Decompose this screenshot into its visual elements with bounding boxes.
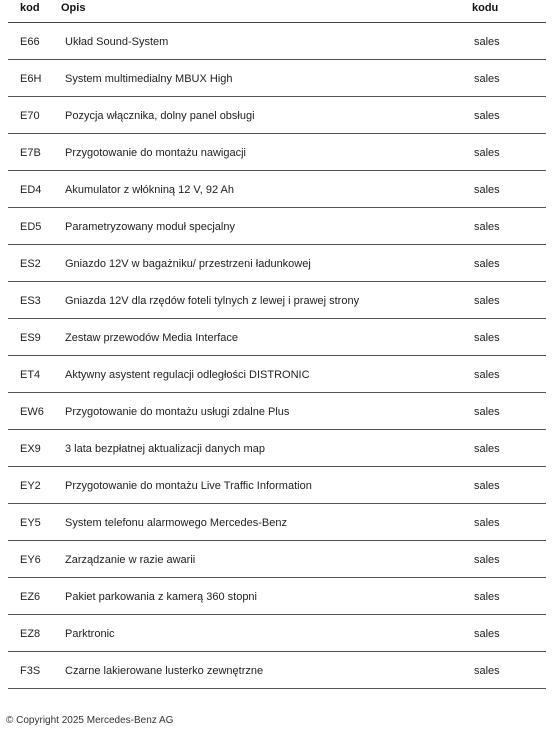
option-description: Układ Sound-System (65, 36, 169, 48)
option-price: sales (474, 665, 500, 677)
table-row (8, 615, 546, 652)
option-price: sales (474, 147, 500, 159)
option-code: ES9 (20, 332, 41, 344)
option-code: EY6 (20, 554, 41, 566)
option-code: EW6 (20, 406, 44, 418)
option-description: System multimedialny MBUX High (65, 73, 233, 85)
table-body (8, 23, 546, 689)
table-row (8, 356, 546, 393)
option-price: sales (474, 554, 500, 566)
option-code: EX9 (20, 443, 41, 455)
option-description: Przygotowanie do montażu Live Traffic Information (65, 480, 312, 492)
option-description: System telefonu alarmowego Mercedes-Benz (65, 517, 287, 529)
column-header-description: Opis (61, 2, 86, 14)
option-price: sales (474, 628, 500, 640)
option-price: sales (474, 295, 500, 307)
option-code: E6H (20, 73, 42, 85)
option-description: Zestaw przewodów Media Interface (65, 332, 239, 344)
option-code: F3S (20, 665, 41, 677)
option-description: Parktronic (65, 628, 115, 640)
table-row (8, 430, 546, 467)
table-header (8, 0, 546, 23)
option-description: Pakiet parkowania z kamerą 360 stopni (65, 591, 257, 603)
table-row (8, 541, 546, 578)
copyright-footer: © Copyright 2025 Mercedes-Benz AG (6, 715, 174, 726)
option-code: EZ6 (20, 591, 41, 603)
table-row (8, 171, 546, 208)
table-row (8, 282, 546, 319)
table-row (8, 245, 546, 282)
option-code: EZ8 (20, 628, 41, 640)
option-price: sales (474, 406, 500, 418)
option-description: Przygotowanie do montażu usługi zdalne Plus (65, 406, 290, 418)
option-description: Gniazda 12V dla rzędów foteli tylnych z lewej i prawej strony (65, 295, 360, 307)
option-code: ES2 (20, 258, 41, 270)
equipment-table (8, 0, 546, 689)
table-row (8, 652, 546, 689)
option-price: sales (474, 258, 500, 270)
table-row (8, 319, 546, 356)
option-description: Aktywny asystent regulacji odległości DISTRONIC (65, 369, 310, 381)
option-code: ES3 (20, 295, 41, 307)
option-price: sales (474, 369, 500, 381)
table-row (8, 393, 546, 430)
option-price: sales (474, 591, 500, 603)
option-price: sales (474, 184, 500, 196)
table-row (8, 578, 546, 615)
option-description: Zarządzanie w razie awarii (65, 554, 196, 566)
option-code: EY2 (20, 480, 41, 492)
option-price: sales (474, 73, 500, 85)
option-description: Pozycja włącznika, dolny panel obsługi (65, 110, 255, 122)
option-code: ED5 (20, 221, 42, 233)
option-description: Akumulator z włókniną 12 V, 92 Ah (65, 184, 234, 196)
table-row (8, 467, 546, 504)
option-description: Gniazdo 12V w bagażniku/ przestrzeni ładunkowej (65, 258, 311, 270)
option-code: ET4 (20, 369, 41, 381)
option-code: E7B (20, 147, 41, 159)
table-row (8, 208, 546, 245)
option-code: E66 (20, 36, 40, 48)
table-row (8, 504, 546, 541)
table-row (8, 97, 546, 134)
option-code: EY5 (20, 517, 41, 529)
column-header-code: kod (20, 2, 40, 14)
option-price: sales (474, 332, 500, 344)
table-row (8, 134, 546, 171)
option-code: ED4 (20, 184, 42, 196)
option-code: E70 (20, 110, 40, 122)
option-price: sales (474, 480, 500, 492)
option-description: Parametryzowany moduł specjalny (65, 221, 235, 233)
option-price: sales (474, 443, 500, 455)
option-price: sales (474, 221, 500, 233)
option-price: sales (474, 517, 500, 529)
option-description: Przygotowanie do montażu nawigacji (65, 147, 246, 159)
option-description: 3 lata bezpłatnej aktualizacji danych map (65, 443, 265, 455)
column-header-price: kodu (472, 2, 499, 14)
table-row (8, 60, 546, 97)
option-price: sales (474, 110, 500, 122)
table-row (8, 23, 546, 60)
option-description: Czarne lakierowane lusterko zewnętrzne (65, 665, 264, 677)
option-price: sales (474, 36, 500, 48)
